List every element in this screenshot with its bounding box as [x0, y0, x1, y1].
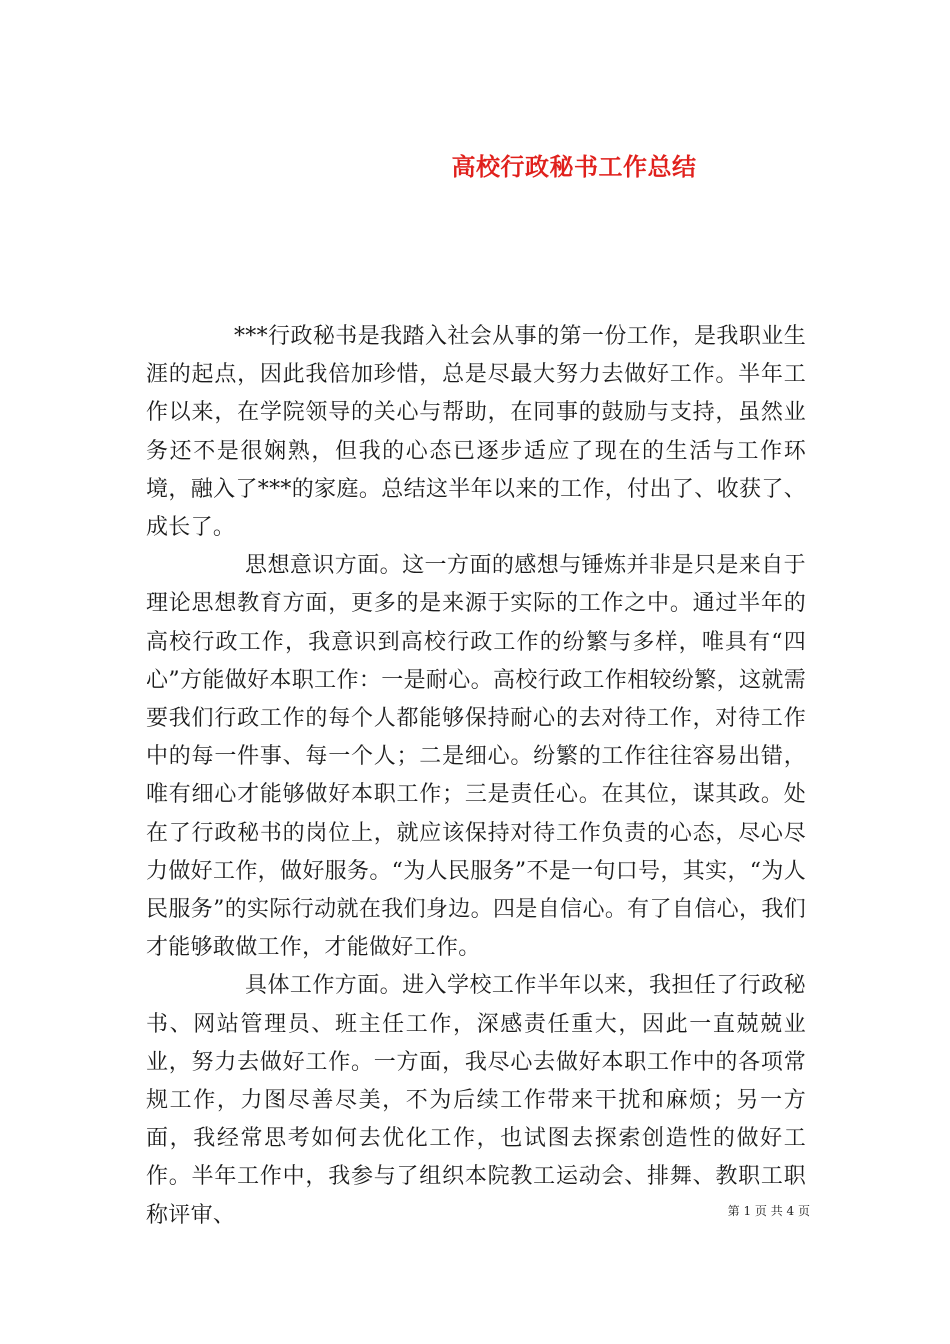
page-number: 第 1 页 共 4 页 — [727, 1204, 810, 1218]
paragraph-specific-work: 具体工作方面。进入学校工作半年以来，我担任了行政秘书、网站管理员、班主任工作，深感责任重大，因此一直兢兢业业，努力去做好工作。一方面，我尽心去做好本职工作中的各项常规工作，力图尽善尽美，不为后续工作带来干扰和麻烦；另一方面，我经常思考如何去优化工作，也试图去探索创造性的做好工作。半年工作中，我参与了组织本院教工运动会、排舞、教职工职称评审、 — [146, 973, 806, 1228]
document-body — [146, 318, 806, 1235]
paragraph-intro: ***行政秘书是我踏入社会从事的第一份工作，是我职业生涯的起点，因此我倍加珍惜，总是尽最大努力去做好工作。半年工作以来，在学院领导的关心与帮助，在同事的鼓励与支持，虽然业务还不是很娴熟，但我的心态已逐步适应了现在的生活与工作环境，融入了***的家庭。总结这半年以来的工作，付出了、收获了、成长了。 — [146, 324, 806, 541]
paragraph-ideology: 思想意识方面。这一方面的感想与锤炼并非是只是来自于理论思想教育方面，更多的是来源于实际的工作之中。通过半年的高校行政工作，我意识到高校行政工作的纷繁与多样，唯具有“四心”方能做好本职工作：一是耐心。高校行政工作相较纷繁，这就需要我们行政工作的每个人都能够保持耐心的去对待工作，对待工作中的每一件事、每一个人；二是细心。纷繁的工作往往容易出错，唯有细心才能够做好本职工作；三是责任心。在其位，谋其政。处在了行政秘书的岗位上，就应该保持对待工作负责的心态，尽心尽力做好工作，做好服务。“为人民服务”不是一句口号，其实，“为人民服务”的实际行动就在我们身边。四是自信心。有了自信心，我们才能够敢做工作，才能做好工作。 — [146, 553, 806, 961]
document-title: 高校行政秘书工作总结 — [451, 152, 697, 182]
